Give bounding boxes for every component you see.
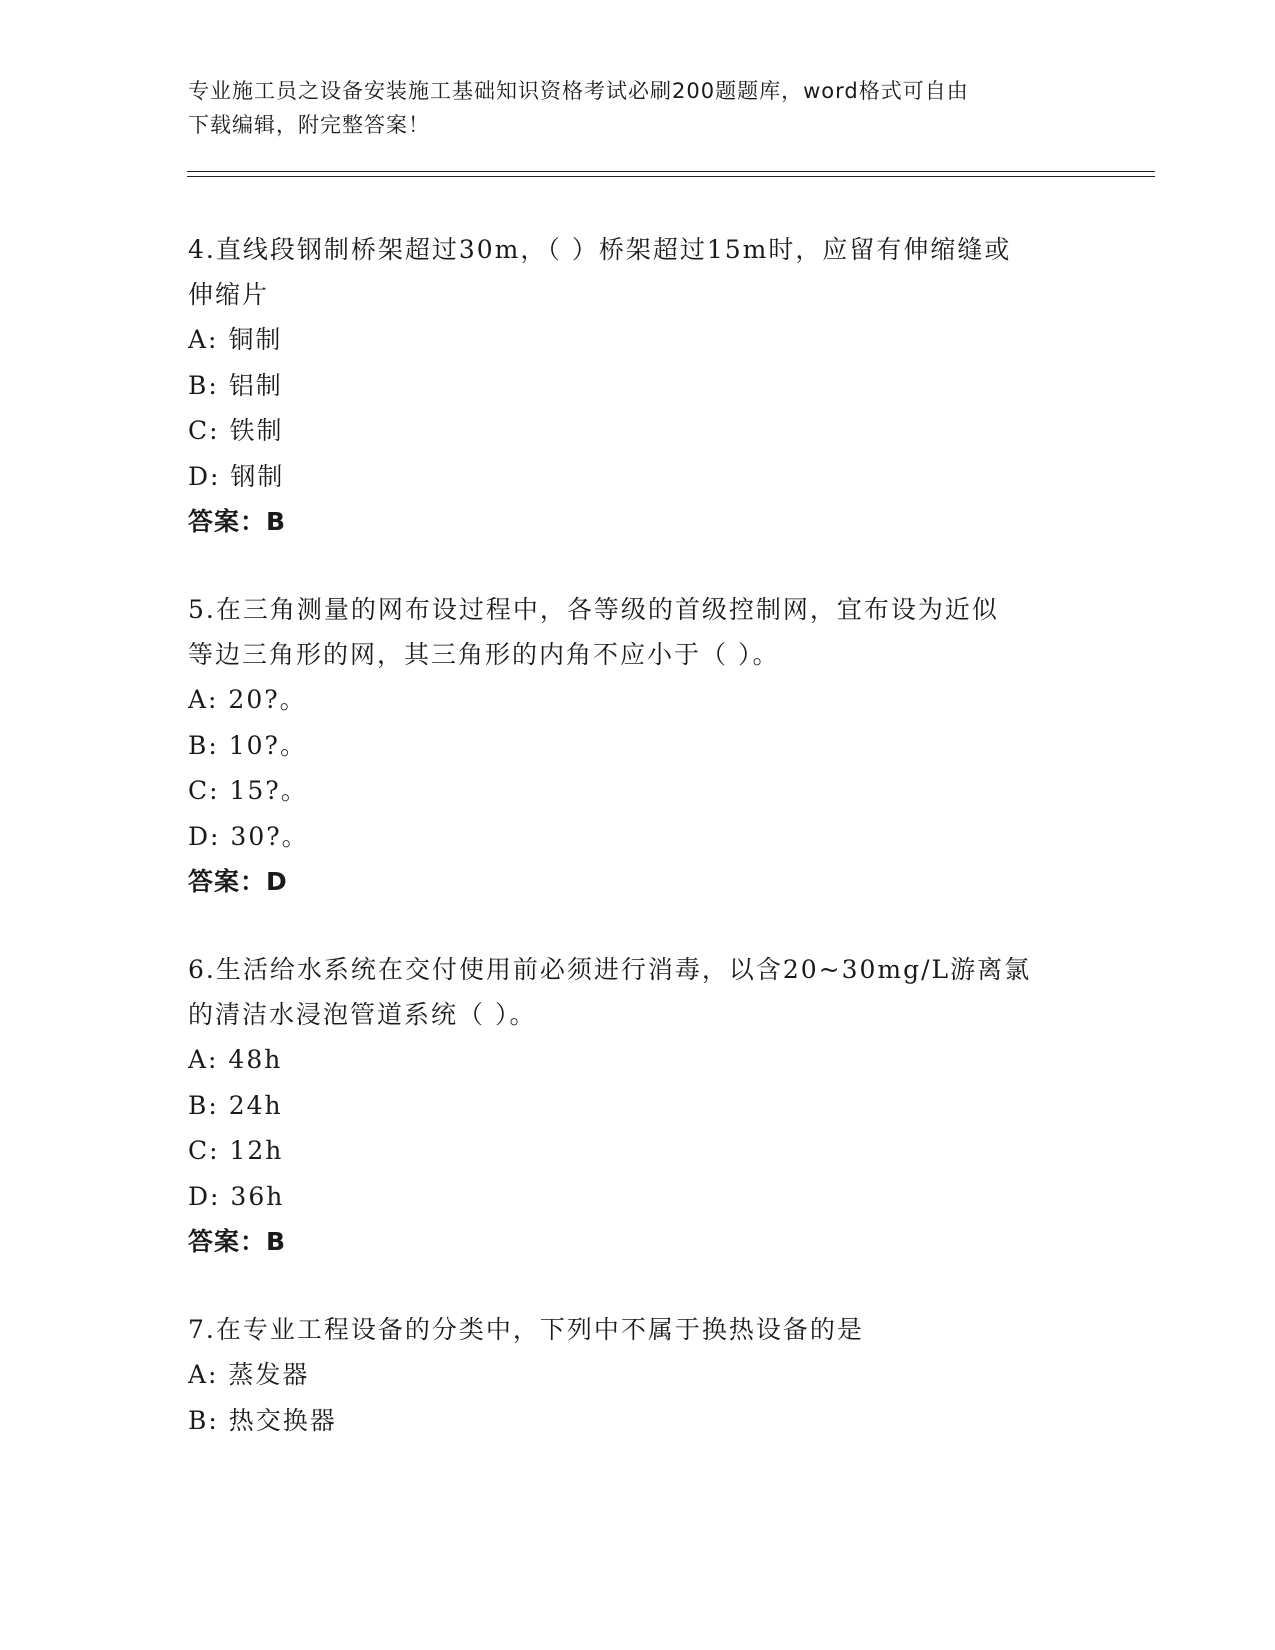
option-b: B: 24h xyxy=(188,1090,283,1120)
answer: 答案：D xyxy=(188,867,288,896)
option-c: C: 15?。 xyxy=(188,776,308,805)
option-c: C: 铁制 xyxy=(188,416,284,445)
option-d: D: 36h xyxy=(188,1181,285,1211)
option-b: B: 热交换器 xyxy=(188,1405,337,1435)
document-header xyxy=(188,74,1068,142)
option-a: A: 20?。 xyxy=(188,685,307,714)
question-stem-line: 6.生活给水系统在交付使用前必须进行消毒，以含20~30mg/L游离氯 xyxy=(188,955,1032,984)
question-7 xyxy=(188,1307,1068,1443)
option-b: B: 铝制 xyxy=(188,370,283,400)
header-divider-bottom xyxy=(187,176,1155,177)
question-5 xyxy=(188,587,1068,905)
question-stem-line: 4.直线段钢制桥架超过30m，（ ）桥架超过15m时，应留有伸缩缝或 xyxy=(188,235,1012,264)
option-a: A: 48h xyxy=(188,1045,283,1074)
question-stem-line: 5.在三角测量的网布设过程中，各等级的首级控制网，宜布设为近似 xyxy=(188,595,999,624)
option-a: A: 铜制 xyxy=(188,325,283,354)
question-stem-line: 的清洁水浸泡管道系统（ ）。 xyxy=(188,1000,537,1029)
question-4 xyxy=(188,227,1068,545)
option-d: D: 钢制 xyxy=(188,461,285,491)
answer: 答案：B xyxy=(188,1227,287,1256)
answer: 答案：B xyxy=(188,507,287,536)
question-stem-line: 等边三角形的网，其三角形的内角不应小于（ ）。 xyxy=(188,640,780,669)
header-line-2: 下载编辑，附完整答案！ xyxy=(188,113,430,137)
option-d: D: 30?。 xyxy=(188,821,309,851)
option-b: B: 10?。 xyxy=(188,730,307,760)
header-divider-top xyxy=(187,171,1155,172)
header-line-1: 专业施工员之设备安装施工基础知识资格考试必刷200题题库，word格式可自由 xyxy=(188,79,969,103)
question-stem-line: 伸缩片 xyxy=(188,280,270,309)
question-6 xyxy=(188,947,1068,1265)
option-a: A: 蒸发器 xyxy=(188,1360,310,1389)
question-stem-line: 7.在专业工程设备的分类中，下列中不属于换热设备的是 xyxy=(188,1315,864,1344)
option-c: C: 12h xyxy=(188,1136,284,1165)
